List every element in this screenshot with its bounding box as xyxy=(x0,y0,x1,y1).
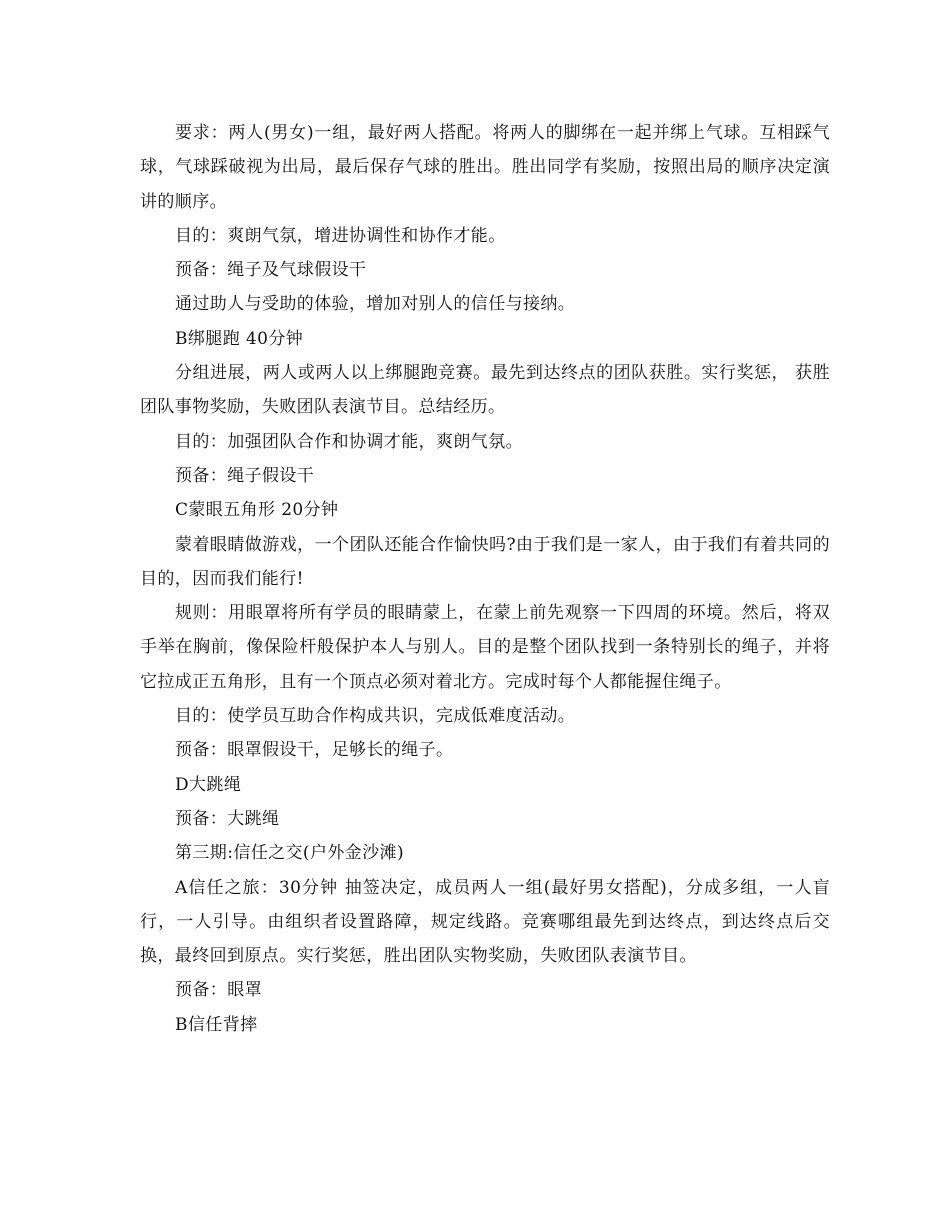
section-heading: 第三期:信任之交(户外金沙滩) xyxy=(175,843,404,864)
section-heading: C蒙眼五角形 20分钟 xyxy=(175,500,339,521)
section-heading: D大跳绳 xyxy=(175,774,242,795)
paragraph: 预备：眼罩假设干，足够长的绳子。 xyxy=(175,740,454,761)
paragraph: 预备：绳子假设干 xyxy=(175,465,315,486)
paragraph: 要求：两人(男女)一组，最好两人搭配。将两人的脚绑在一起并绑上气球。互相踩气球，气球踩破视为出局，最后保存气球的胜出。胜出同学有奖励，按照出局的顺序决定演讲的顺序。 xyxy=(140,123,830,212)
paragraph: 目的：使学员互助合作构成共识，完成低难度活动。 xyxy=(175,706,576,727)
paragraph: 规则：用眼罩将所有学员的眼睛蒙上，在蒙上前先观察一下四周的环境。然后，将双手举在胸前，像保险杆般保护本人与别人。目的是整个团队找到一条特别长的绳子，并将它拉成正五角形，且有一个顶点必须对着北方。完成时每个人都能握住绳子。 xyxy=(140,603,830,692)
paragraph: 分组进展，两人或两人以上绑腿跑竞赛。最先到达终点的团队获胜。实行奖惩， 获胜团队事物奖励，失败团队表演节目。总结经历。 xyxy=(140,363,830,418)
paragraph: 通过助人与受助的体验，增加对别人的信任与接纳。 xyxy=(175,294,576,315)
section-heading: B绑腿跑 40分钟 xyxy=(175,328,304,349)
document-body xyxy=(140,116,830,1042)
paragraph: 预备：眼罩 xyxy=(175,980,262,1001)
paragraph: 预备：绳子及气球假设干 xyxy=(175,260,367,281)
paragraph: 目的：爽朗气氛，增进协调性和协作才能。 xyxy=(175,225,506,246)
paragraph: 预备：大跳绳 xyxy=(175,808,280,829)
paragraph: 目的：加强团队合作和协调才能，爽朗气氛。 xyxy=(175,431,523,452)
paragraph: A信任之旅：30分钟 抽签决定，成员两人一组(最好男女搭配)，分成多组，一人盲行，一人引导。由组织者设置路障，规定线路。竞赛哪组最先到达终点，到达终点后交换，最终回到原点。实行奖惩，胜出团队实物奖励，失败团队表演节目。 xyxy=(140,877,830,967)
paragraph: 蒙着眼睛做游戏，一个团队还能合作愉快吗?由于我们是一家人，由于我们有着共同的目的，因而我们能行! xyxy=(140,534,830,589)
section-heading: B信任背摔 xyxy=(175,1014,258,1035)
